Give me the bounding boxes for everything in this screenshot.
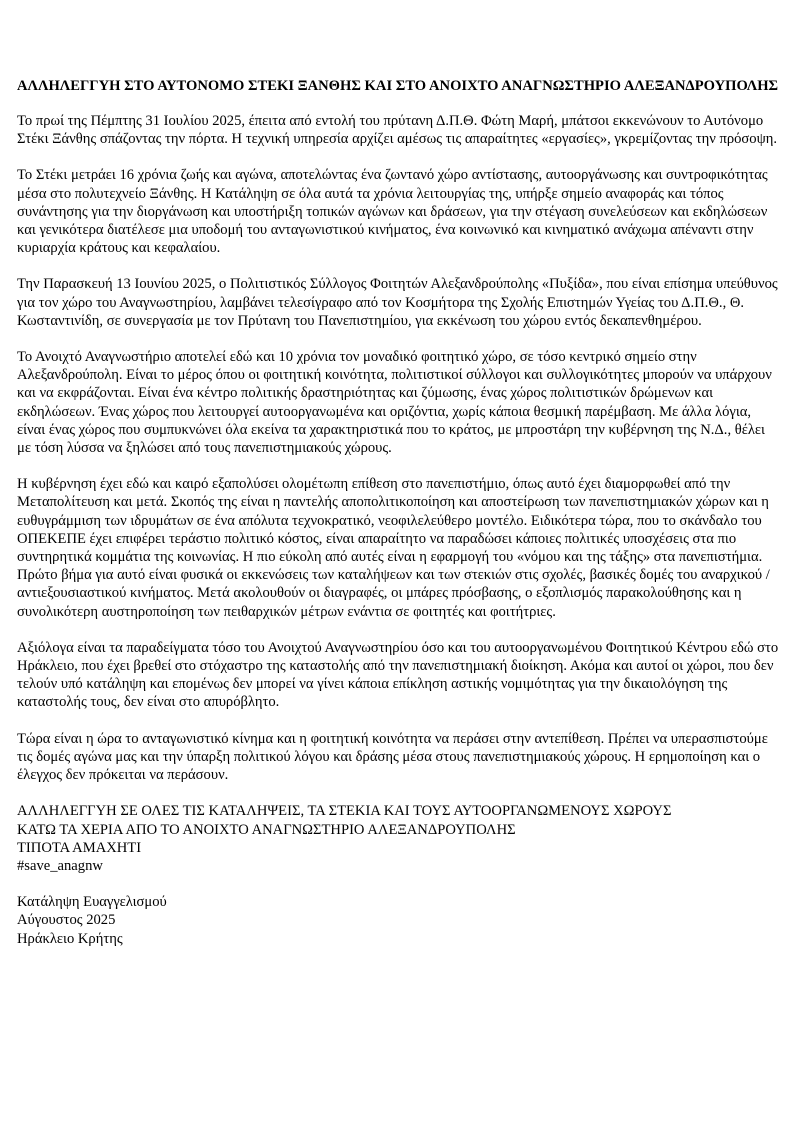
hashtag: #save_anagnw: [17, 857, 103, 874]
paragraph-6: Αξιόλογα είναι τα παραδείγματα τόσο του Ανοιχτού Αναγνωστηρίου όσο και του αυτοοργανωμένου Φοιτητικού Κέντρου εδώ στο Ηράκλειο, που έχει βρεθεί στο στόχαστρο της καταστολής από την πανεπιστημιακή διοίκηση. Ακόμα και αυτοί οι χώροι, που δεν τελούν υπό κατάληψη και επομένως δεν μπορεί να γίνει κάποια επίκληση αστικής νομιμότητας για την δικαιολόγηση της καταστολής τους, δεν είναι στο απυρόβλητο.: [17, 639, 779, 711]
signature-block: [17, 893, 779, 948]
signature-author: Κατάληψη Ευαγγελισμού: [17, 894, 167, 911]
signature-date: Αύγουστος 2025: [17, 912, 116, 929]
paragraph-2: Το Στέκι μετράει 16 χρόνια ζωής και αγώνα, αποτελώντας ένα ζωντανό χώρο αντίστασης, αυτοοργάνωσης και συντροφικότητας μέσα στο πολυτεχνείο Ξάνθης. Η Κατάληψη σε όλα αυτά τα χρόνια λειτουργίας της, υπήρξε σημείο αναφοράς και τόπος συνάντησης για την διοργάνωση και υποστήριξη τοπικών αγώνων και δράσεων, για την στέγαση συνελεύσεων και εκδηλώσεων και γενικότερα διατέλεσε μια υποδομή του ανταγωνιστικού κινήματος, ένα κοινωνικό και κινηματικό ανάχωμα απέναντι στην κυριαρχία κράτους και κεφαλαίου.: [17, 167, 768, 257]
paragraph-4: Το Ανοιχτό Αναγνωστήριο αποτελεί εδώ και 10 χρόνια τον μοναδικό φοιτητικό χώρο, σε τόσο κεντρικό σημείο στην Αλεξανδρούπολη. Είναι το μέρος όπου οι φοιτητική κοινότητα, πολιτιστικοί σύλλογοι και συλλογικότητες μπορούν να υπάρχουν και να εκφράζονται. Είναι ένα κέντρο πολιτικής δραστηριότητας και ζύμωσης, ένας χώρος πολιτιστικών δρώμενων και εκδηλώσεων. Ένας χώρος που λειτουργεί αυτοοργανωμένα και οριζόντια, χωρίς κάποια θεσμική παρέμβαση. Με άλλα λόγια, είναι ένας χώρος που συμπυκνώνει όλα εκείνα τα χαρακτηριστικά που το κράτος, με μπροστάρη την κυβέρνηση της Ν.Δ., θέλει με τόση λύσσα να ξηλώσει από τους πανεπιστημιακούς χώρους.: [17, 349, 772, 457]
signature-place: Ηράκλειο Κρήτης: [17, 930, 123, 947]
slogan-line-3: ΤΙΠΟΤΑ ΑΜΑΧΗΤΙ: [17, 839, 142, 856]
closing-slogans: [17, 802, 779, 875]
slogan-line-1: ΑΛΛΗΛΕΓΓΥΗ ΣΕ ΟΛΕΣ ΤΙΣ ΚΑΤΑΛΗΨΕΙΣ, ΤΑ ΣΤΕΚΙΑ ΚΑΙ ΤΟΥΣ ΑΥΤΟΟΡΓΑΝΩΜΕΝΟΥΣ ΧΩΡΟΥΣ: [17, 803, 672, 820]
paragraph-5: Η κυβέρνηση έχει εδώ και καιρό εξαπολύσει ολομέτωπη επίθεση στο πανεπιστήμιο, όπως αυτό έχει διαμορφωθεί από την Μεταπολίτευση και μετά. Σκοπός της είναι η παντελής αποπολιτικοποίηση και αποστείρωση των πανεπιστημιακών χώρων και η ευθυγράμμιση των ιδρυμάτων σε ένα απόλυτα τεχνοκρατικό, νεοφιλελεύθερο μοντέλο. Ειδικότερα τώρα, που το σκάνδαλο του ΟΠΕΚΕΠΕ έχει επιφέρει τεράστιο πολιτικό κόστος, είναι απαραίτητο να παραδώσει κάποιες πολιτικές υποσχέσεις στα πιο συντηρητικά κομμάτια της κοινωνίας. Η πιο εύκολη από αυτές είναι η εφαρμογή του «νόμου και της τάξης» στα πανεπιστήμια. Πρώτο βήμα για αυτό είναι φυσικά οι εκκενώσεις των καταλήψεων και των στεκιών στις σχολές, βασικές δομές του αναρχικού / αντιεξουσιαστικού κινήματος. Μετά ακολουθούν οι διαγραφές, οι μπάρες πρόσβασης, ο εξοπλισμός παρακολούθησης και η συνολικότερη αυστηροποίηση των πειθαρχικών μέτρων ενάντια σε φοιτητές και φοιτήτριες.: [17, 476, 770, 620]
slogan-line-2: ΚΑΤΩ ΤΑ ΧΕΡΙΑ ΑΠΟ ΤΟ ΑΝΟΙΧΤΟ ΑΝΑΓΝΩΣΤΗΡΙΟ ΑΛΕΞΑΝΔΡΟΥΠΟΛΗΣ: [17, 821, 516, 838]
document-title: ΑΛΛΗΛΕΓΓΥΗ ΣΤΟ ΑΥΤΟΝΟΜΟ ΣΤΕΚΙ ΞΑΝΘΗΣ ΚΑΙ ΣΤΟ ΑΝΟΙΧΤΟ ΑΝΑΓΝΩΣΤΗΡΙΟ ΑΛΕΞΑΝΔΡΟΥΠΟΛΗΣ: [17, 78, 779, 94]
paragraph-1: Το πρωί της Πέμπτης 31 Ιουλίου 2025, έπειτα από εντολή του πρύτανη Δ.Π.Θ. Φώτη Μαρή, μπάτσοι εκκενώνουν το Αυτόνομο Στέκι Ξάνθης σπάζοντας την πόρτα. Η τεχνική υπηρεσία αρχίζει αμέσως τις απαραίτητες «εργασίες», γκρεμίζοντας την πρόσοψη.: [17, 113, 777, 148]
paragraph-3: Την Παρασκευή 13 Ιουνίου 2025, ο Πολιτιστικός Σύλλογος Φοιτητών Αλεξανδρούπολης «Πυξίδα», που είναι επίσημα υπεύθυνος για τον χώρο του Αναγνωστηρίου, λαμβάνει τελεσίγραφο από τον Κοσμήτορα της Σχολής Επιστημών Υγείας του Δ.Π.Θ., Θ. Κωσταντινίδη, σε συνεργασία με τον Πρύτανη του Πανεπιστημίου, για εκκένωση του χώρου εντός δεκαπενθημέρου.: [17, 276, 778, 329]
paragraph-7: Τώρα είναι η ώρα το ανταγωνιστικό κίνημα και η φοιτητική κοινότητα να περάσει στην αντεπίθεση. Πρέπει να υπερασπιστούμε τις δομές αγώνα μας και την ύπαρξη πολιτικού λόγου και δράσης μέσα στους πανεπιστημιακούς χώρους. Η ερημοποίηση και ο έλεγχος δεν πρόκειται να περάσουν.: [17, 730, 768, 784]
document-page: [17, 77, 779, 948]
